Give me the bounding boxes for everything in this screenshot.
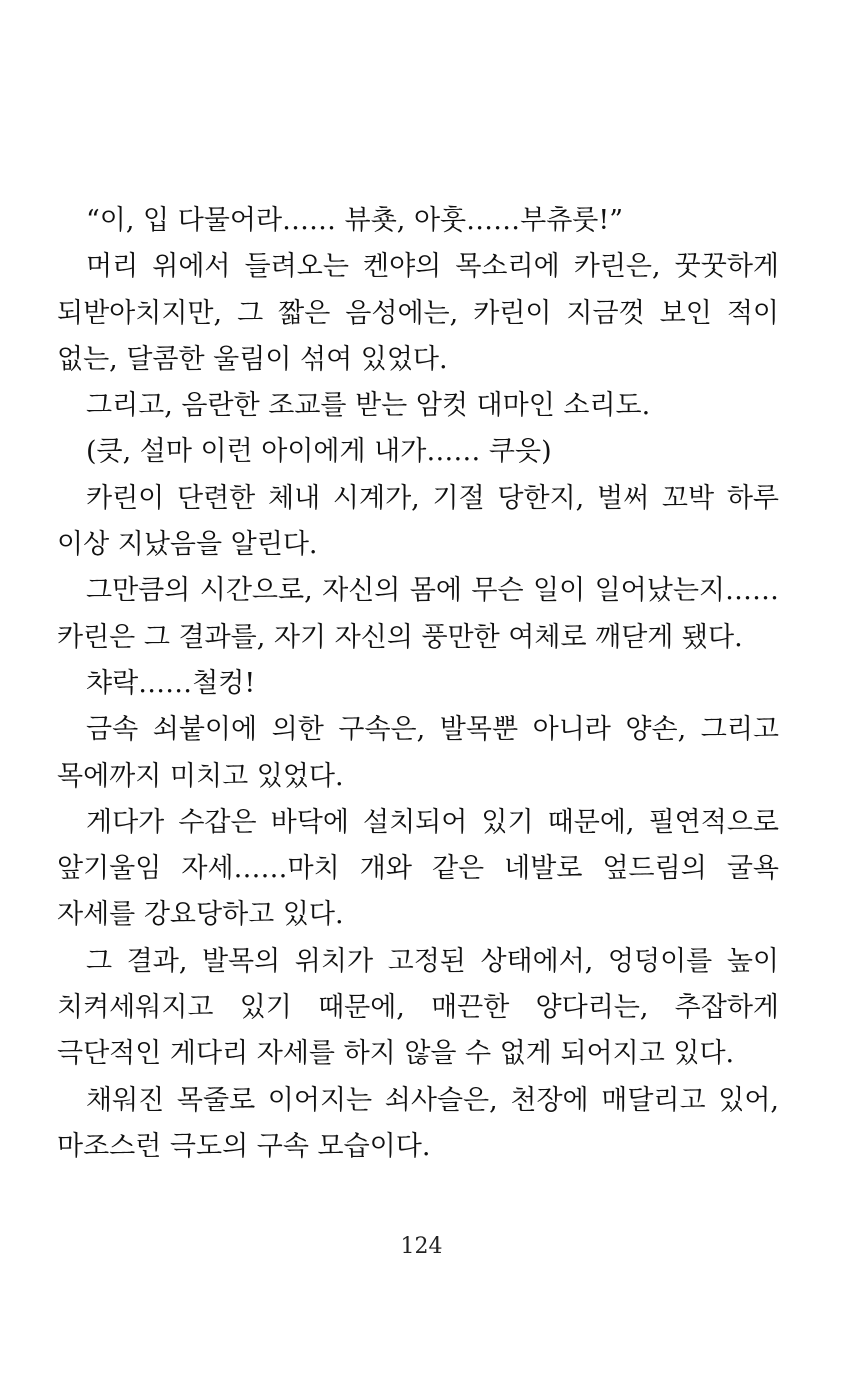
page-number: 124	[400, 1234, 443, 1259]
paragraph: 금속 쇠붙이에 의한 구속은, 발목뿐 아니라 양손, 그리고 목에까지 미치고 있었다.	[57, 714, 779, 792]
paragraph: 카린이 단련한 체내 시계가, 기절 당한지, 벌써 꼬박 하루 이상 지났음을 알린다.	[57, 482, 779, 561]
paragraph: “이, 입 다물어라…… 뷰춋, 아훗……부츄룻!”	[86, 205, 624, 236]
paragraph: (큿, 설마 이런 아이에게 내가…… 쿠읏)	[86, 436, 552, 468]
paragraph: 챠락……철컹!	[86, 667, 256, 699]
paragraph: 그만큼의 시간으로, 자신의 몸에 무슨 일이 일어났는지…… 카린은 그 결과를, 자기 자신의 풍만한 여체로 깨닫게 됐다.	[57, 575, 779, 653]
paragraph: 그 결과, 발목의 위치가 고정된 상태에서, 엉덩이를 높이 치켜세워지고 있기 때문에, 매끈한 양다리는, 추잡하게 극단적인 게다리 자세를 하지 않을 수 없게 되어지고 있다.	[57, 945, 779, 1070]
body-text	[57, 198, 779, 1170]
paragraph: 채워진 목줄로 이어지는 쇠사슬은, 천장에 매달리고 있어, 마조스런 극도의 구속 모습이다.	[57, 1084, 779, 1162]
paragraph: 게다가 수갑은 바닥에 설치되어 있기 때문에, 필연적으로 앞기울임 자세……마치 개와 같은 네발로 엎드림의 굴욕 자세를 강요당하고 있다.	[57, 806, 779, 931]
paragraph: 머리 위에서 들려오는 켄야의 목소리에 카린은, 꿋꿋하게 되받아치지만, 그 짧은 음성에는, 카린이 지금껏 보인 적이 없는, 달콤한 울림이 섞여 있었다.	[57, 251, 779, 375]
paragraph: 그리고, 음란한 조교를 받는 암컷 대마인 소리도.	[86, 390, 651, 422]
